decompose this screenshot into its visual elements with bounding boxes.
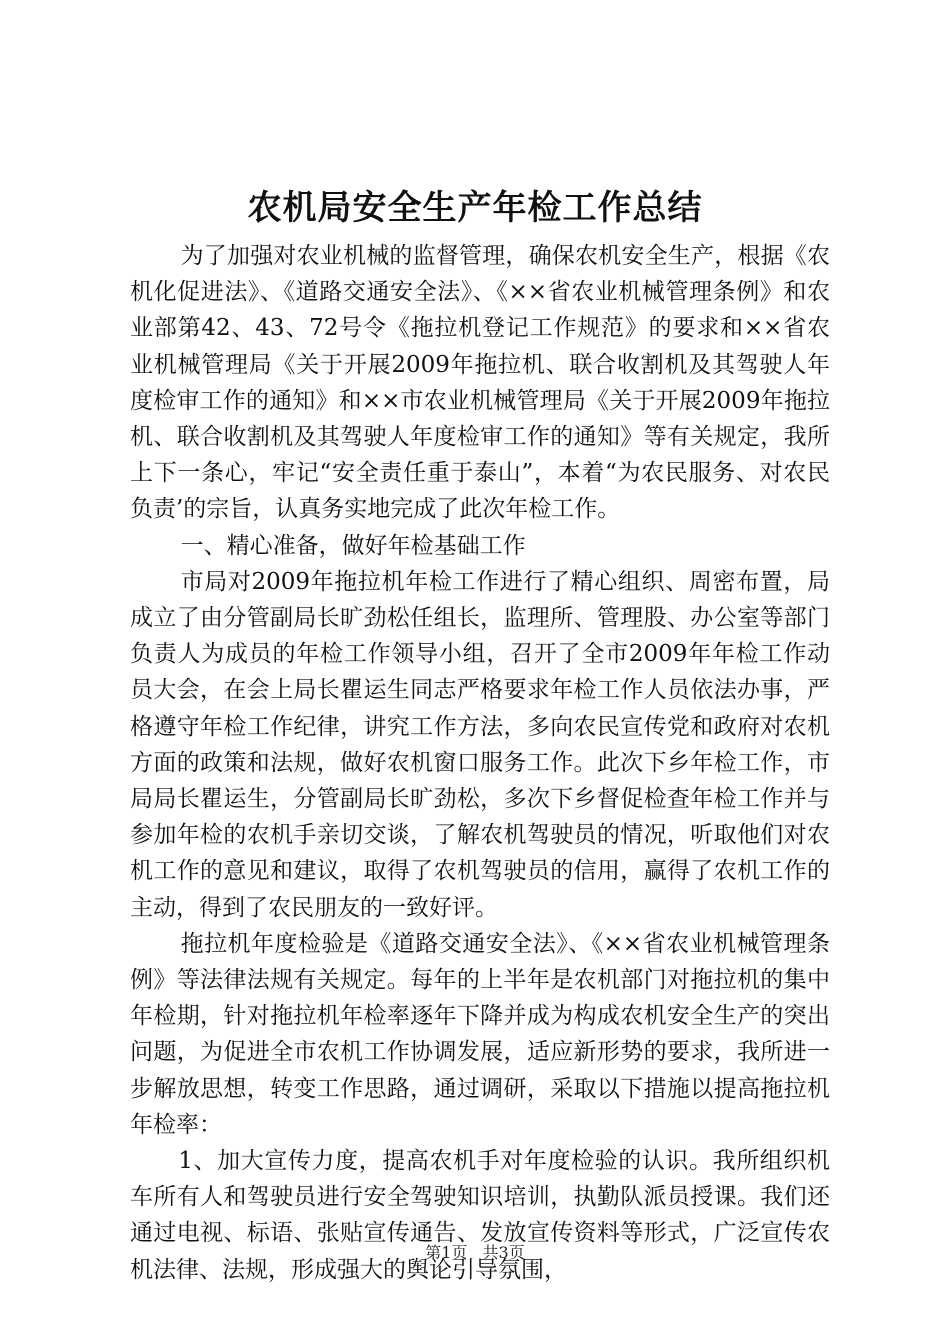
document-title: 农机局安全生产年检工作总结 [247,188,703,228]
page-footer [0,1242,950,1264]
paragraph-intro: 为了加强对农业机械的监督管理，确保农机安全生产，根据《农机化促进法》、《道路交通安全法》、《××省农业机械管理条例》和农业部第42、43、72号令《拖拉机登记工作规范》的要求和××省农业机械管理局《关于开展2009年拖拉机、联合收割机及其驾驶人年度检审工作的通知》和××市农业机械管理局《关于开展2009年拖拉机、联合收割机及其驾驶人年度检审工作的通知》等有关规定，我所上下一条心，牢记“安全责任重于泰山”，本着“为农民服务、对农民负责’的宗旨，认真务实地完成了此次年检工作。 [130,243,830,523]
page-number: 第1页 [425,1243,468,1262]
paragraph-measure-1: 1、加大宣传力度，提高农机手对年度检验的认识。我所组织机车所有人和驾驶员进行安全驾驶知识培训，执勤队派员授课。我们还通过电视、标语、张贴宣传通告、发放宣传资料等形式，广泛宣传农机法律、法规，形成强大的舆论引导氛围， [130,1148,830,1283]
section-heading: 一、精心准备，做好年检基础工作 [180,532,526,559]
page-total: 共3页 [482,1243,525,1262]
paragraph-preparation: 市局对2009年拖拉机年检工作进行了精心组织、周密布置，局成立了由分管副局长旷劲松任组长，监理所、管理股、办公室等部门负责人为成员的年检工作领导小组，召开了全市2009年年检工作动员大会，在会上局长瞿运生同志严格要求年检工作人员依法办事，严格遵守年检工作纪律，讲究工作方法，多向农民宣传党和政府对农机方面的政策和法规，做好农机窗口服务工作。此次下乡年检工作，市局局长瞿运生，分管副局长旷劲松，多次下乡督促检查年检工作并与参加年检的农机手亲切交谈，了解农机驾驶员的情况，听取他们对农机工作的意见和建议，取得了农机驾驶员的信用，赢得了农机工作的主动，得到了农民朋友的一致好评。 [130,568,830,921]
document-body [130,238,830,1288]
paragraph-inspection: 拖拉机年度检验是《道路交通安全法》、《××省农业机械管理条例》等法律法规有关规定。每年的上半年是农机部门对拖拉机的集中年检期，针对拖拉机年检率逐年下降并成为构成农机安全生产的突出问题，为促进全市农机工作协调发展，适应新形势的要求，我所进一步解放思想，转变工作思路，通过调研，采取以下措施以提高拖拉机年检率： [130,930,830,1138]
